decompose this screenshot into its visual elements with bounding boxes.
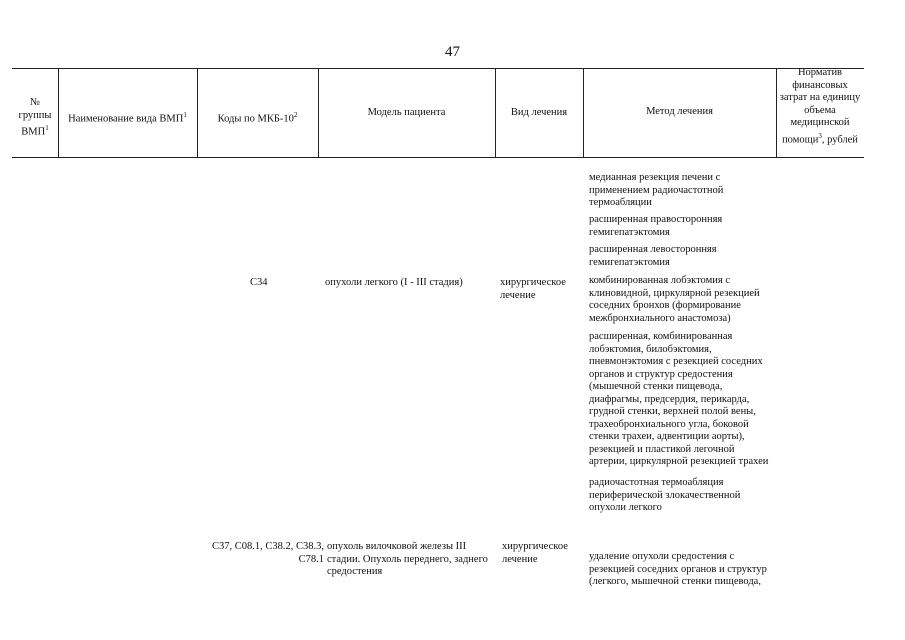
header-patient-model: Модель пациента [367,107,446,118]
header-cost-norm [778,67,862,147]
header-bottom-border [12,157,864,158]
patient-model-cell: опухоль вилочковой железы III стадии. Опухоль переднего, заднего средостения [327,541,488,577]
icd-code-cell: C34 [250,277,268,288]
header-divider-2 [197,68,198,157]
icd-code-cell: C37, C08.1, C38.2, C38.3, C78.1 [211,541,324,565]
method-item: радиочастотная термоабляция периферической злокачественной опухоли легкого [589,477,741,513]
header-group-number-sup: 1 [45,124,49,132]
header-treatment-type: Вид лечения [510,107,568,118]
treatment-type-cell: хирургическое лечение [502,541,568,565]
method-item: медианная резекция печени с применением радиочастотной термоабляции [589,172,724,208]
header-cost-norm-text: Норматив финансовых затрат на единицу объема медицинской помощи [779,67,861,145]
header-vmp-name-sup: 1 [183,111,187,119]
header-divider-5 [583,68,584,157]
patient-model-cell: опухоли легкого (I - III стадия) [325,277,463,288]
header-divider-3 [318,68,319,157]
header-icd-codes [199,109,316,126]
header-divider-1 [58,68,59,157]
header-cost-norm-tail: , рублей [821,134,858,145]
header-cost-norm-sup: 3 [818,131,822,140]
method-item: расширенная, комбинированная лобэктомия, билобэктомия, пневмонэктомия с резекцией соседних органов и структур средостения (мышечной стенки пищевода, диафрагмы, предсердия, перикарда, грудной стенки, верхней полой вены, трахеобронхиального угла, боковой стенки трахеи, адвентиции аорты), резекцией и пластикой легочной артерии, циркулярной резекцией трахеи [589,331,769,467]
header-group-number [14,97,56,139]
header-group-number-text: № группы ВМП [18,97,52,138]
table-top-border [12,68,864,69]
method-item: удаление опухоли средостения с резекцией соседних органов и структур (легкого, мышечной стенки пищевода, [589,551,767,587]
method-item: комбинированная лобэктомия с клиновидной, циркулярной резекцией соседних бронхов (формирование межбронхиального анастомоза) [589,275,760,324]
method-item: расширенная левосторонняя гемигепатэктомия [589,244,717,268]
treatment-type-cell: хирургическое лечение [500,277,566,301]
method-item: расширенная правосторонняя гемигепатэктомия [589,214,723,238]
header-divider-6 [776,68,777,157]
header-vmp-name [60,109,195,126]
header-icd-codes-text: Коды по МКБ-10 [217,113,294,125]
header-treatment-method: Метод лечения [646,106,713,117]
header-vmp-name-text: Наименование вида ВМП [68,113,184,125]
header-icd-codes-sup: 2 [293,111,298,119]
header-divider-4 [495,68,496,157]
page-number: 47 [445,44,460,60]
